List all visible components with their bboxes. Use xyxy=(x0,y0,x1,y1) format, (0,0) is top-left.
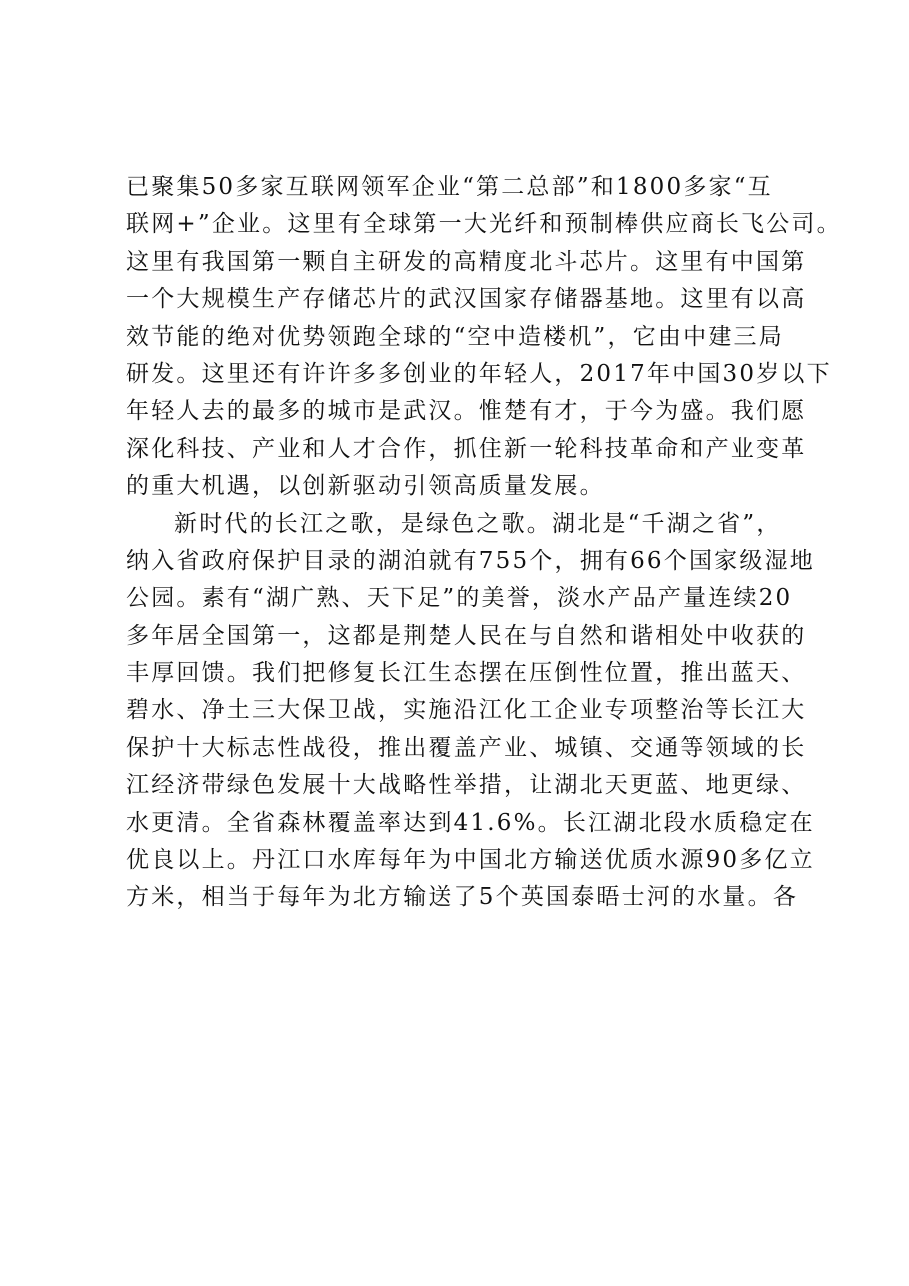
text-line: 研发。这里还有许许多多创业的年轻人，2017年中国30岁以下 xyxy=(126,360,832,387)
text-line: 丰厚回馈。我们把修复长江生态摆在压倒性位置，推出蓝天、 xyxy=(126,660,807,687)
text-line: 碧水、净土三大保卫战，实施沿江化工企业专项整治等长江大 xyxy=(126,697,807,724)
text-line: 多年居全国第一，这都是荆楚人民在与自然和谐相处中收获的 xyxy=(126,622,807,649)
text-line: 已聚集50多家互联网领军企业“第二总部”和1800多家“互 xyxy=(126,174,773,200)
text-line: 方米，相当于每年为北方输送了5个英国泰晤士河的水量。各 xyxy=(126,884,799,911)
text-line: 保护十大标志性战役，推出覆盖产业、城镇、交通等领域的长 xyxy=(126,734,807,761)
text-line: 公园。素有“湖广熟、天下足”的美誉，淡水产品产量连续20 xyxy=(126,585,793,612)
text-line: 深化科技、产业和人才合作，抓住新一轮科技革命和产业变革 xyxy=(126,435,807,462)
text-line: 江经济带绿色发展十大战略性举措，让湖北天更蓝、地更绿、 xyxy=(126,772,807,799)
text-line: 水更清。全省森林覆盖率达到41.6%。长江湖北段水质稳定在 xyxy=(126,809,815,836)
text-line: 效节能的绝对优势领跑全球的“空中造楼机”，它由中建三局 xyxy=(126,323,784,350)
paragraph-first-line: 新时代的长江之歌，是绿色之歌。湖北是“千湖之省”， xyxy=(174,510,782,537)
text-line: 纳入省政府保护目录的湖泊就有755个，拥有66个国家级湿地 xyxy=(126,547,815,574)
text-line: 年轻人去的最多的城市是武汉。惟楚有才，于今为盛。我们愿 xyxy=(126,398,807,425)
text-line: 一个大规模生产存储芯片的武汉国家存储器基地。这里有以高 xyxy=(126,286,807,313)
text-line: 这里有我国第一颗自主研发的高精度北斗芯片。这里有中国第 xyxy=(126,248,807,275)
body-text xyxy=(126,169,842,917)
text-line: 的重大机遇，以创新驱动引领高质量发展。 xyxy=(126,473,605,500)
text-line: 联网+”企业。这里有全球第一大光纤和预制棒供应商长飞公司。 xyxy=(126,211,842,238)
text-line: 优良以上。丹江口水库每年为中国北方输送优质水源90多亿立 xyxy=(126,847,815,874)
